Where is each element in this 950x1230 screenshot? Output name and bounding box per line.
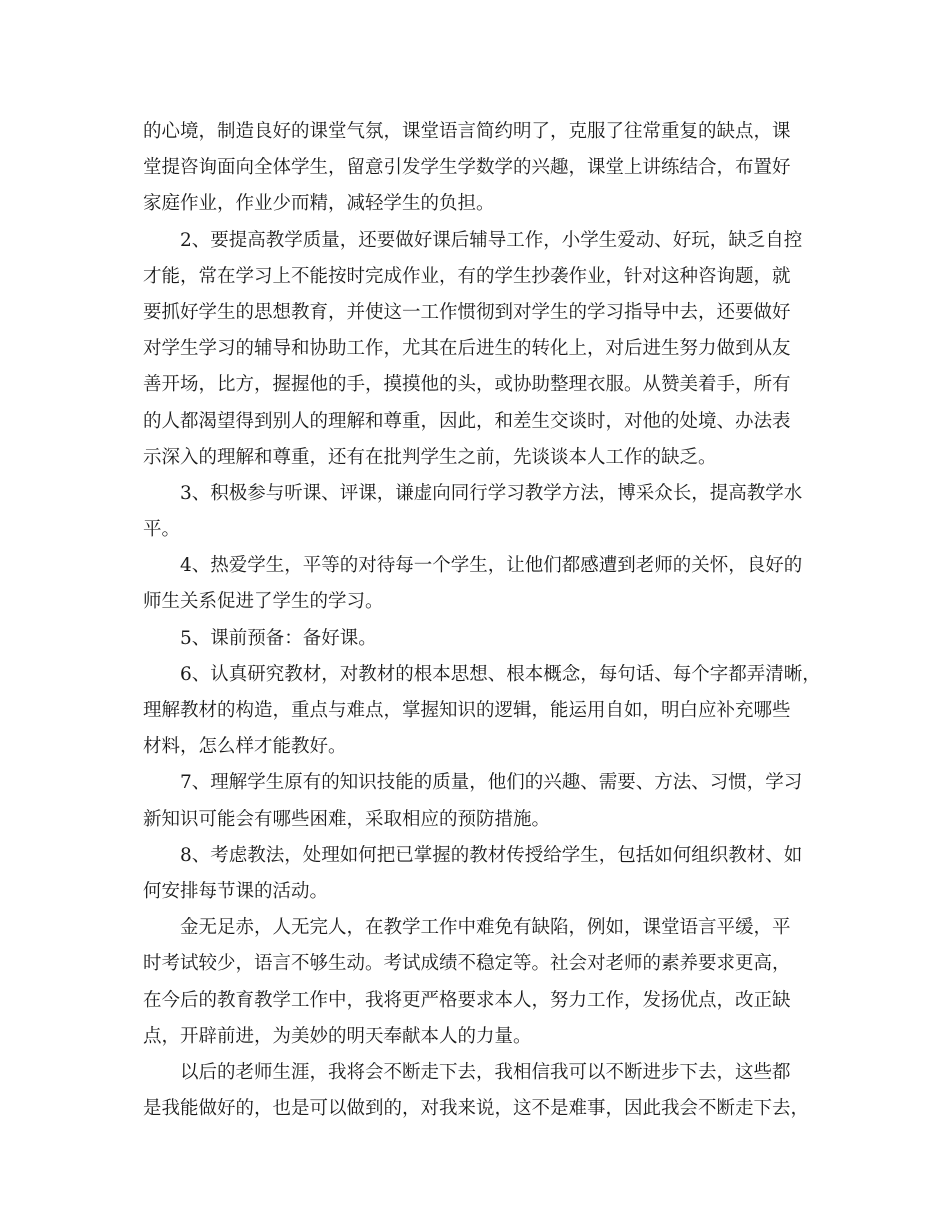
- document-body: [143, 114, 821, 1127]
- text-line: 要抓好学生的思想教育，并使这一工作惯彻到对学生的学习指导中去，还要做好: [143, 301, 791, 323]
- text-line: 点，开辟前进，为美妙的明天奉献本人的力量。: [143, 1025, 532, 1047]
- text-line: 的人都渴望得到别人的理解和尊重，因此，和差生交谈时，对他的处境、办法表: [143, 410, 791, 432]
- text-line: 对学生学习的辅导和协助工作，尤其在后进生的转化上，对后进生努力做到从友: [143, 338, 791, 360]
- text-line: 4、热爱学生，平等的对待每一个学生，让他们都感遭到老师的关怀，良好的: [180, 555, 803, 577]
- text-line: 5、课前预备：备好课。: [180, 627, 377, 649]
- text-line: 堂提咨询面向全体学生，留意引发学生学数学的兴趣，课堂上讲练结合，布置好: [143, 157, 791, 179]
- text-line: 2、要提高教学质量，还要做好课后辅导工作，小学生爱动、好玩，缺乏自控: [180, 229, 803, 251]
- text-line: 7、理解学生原有的知识技能的质量，他们的兴趣、需要、方法、习惯，学习: [180, 772, 803, 794]
- text-line: 理解教材的构造，重点与难点，掌握知识的逻辑，能运用自如，明白应补充哪些: [143, 700, 791, 721]
- text-line: 8、考虑教法，处理如何把已掌握的教材传授给学生，包括如何组织教材、如: [180, 844, 803, 866]
- text-line: 何安排每节课的活动。: [143, 880, 329, 902]
- text-line: 才能，常在学习上不能按时完成作业，有的学生抄袭作业，针对这种咨询题，就: [143, 265, 791, 287]
- text-line: 平。: [143, 519, 181, 541]
- text-line: 师生关系促进了学生的学习。: [143, 591, 384, 613]
- text-line: 在今后的教育教学工作中，我将更严格要求本人，努力工作，发扬优点，改正缺: [143, 989, 791, 1011]
- text-line: 3、积极参与听课、评课，谦虚向同行学习教学方法，博采众长，提高教学水: [180, 482, 803, 504]
- text-line: 的心境，制造良好的课堂气氛，课堂语言简约明了，克服了往常重复的缺点，课: [143, 121, 791, 142]
- text-line: 示深入的理解和尊重，还有在批判学生之前，先谈谈本人工作的缺乏。: [143, 446, 717, 468]
- text-line: 时考试较少，语言不够生动。考试成绩不稳定等。社会对老师的素养要求更高，: [143, 953, 791, 975]
- text-line: 是我能做好的，也是可以做到的，对我来说，这不是难事，因此我会不断走下去，: [143, 1098, 810, 1120]
- text-line: 家庭作业，作业少而精，减轻学生的负担。: [143, 193, 495, 215]
- text-line: 新知识可能会有哪些困难，采取相应的预防措施。: [143, 808, 551, 830]
- text-line: 金无足赤，人无完人，在教学工作中难免有缺陷，例如，课堂语言平缓，平: [180, 917, 791, 939]
- text-line: 以后的老师生涯，我将会不断走下去，我相信我可以不断进步下去，这些都: [180, 1061, 791, 1083]
- text-line: 善开场，比方，握握他的手，摸摸他的头，或协助整理衣服。从赞美着手，所有: [143, 374, 791, 396]
- text-line: 材料，怎么样才能教好。: [143, 736, 347, 758]
- text-line: 6、认真研究教材，对教材的根本思想、根本概念，每句话、每个字都弄清晰，: [180, 663, 821, 685]
